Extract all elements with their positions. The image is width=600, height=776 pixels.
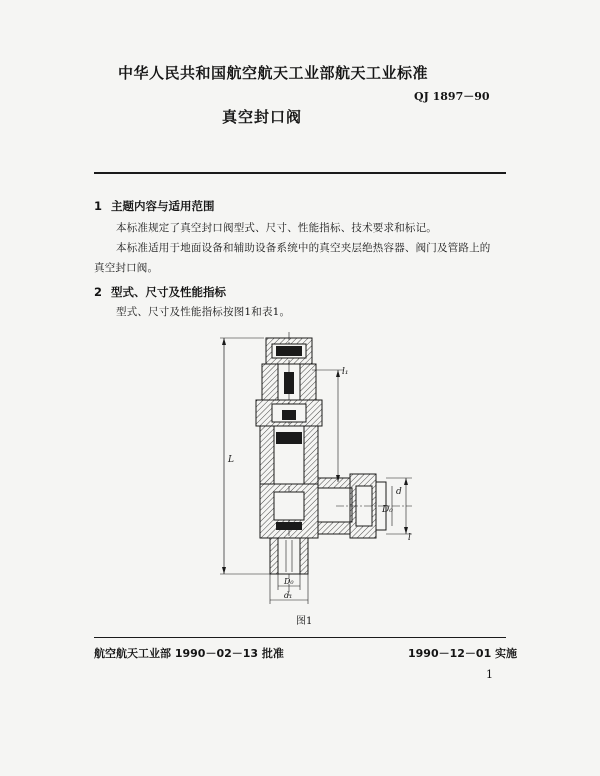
section-1-heading [94,198,215,214]
label-L: L [228,455,234,465]
section-2-number: 2 [94,285,103,299]
page-number: 1 [486,668,493,681]
valve-drawing [216,328,416,608]
label-d1: d₁ [284,591,293,600]
header-divider [94,172,506,174]
label-D0-bottom: D₀ [284,577,294,586]
section-2-heading [94,284,226,300]
footer-divider [94,637,506,638]
approval-note: 航空航天工业部 1990－02－13 批准 [94,647,284,660]
section-1-title: 主题内容与适用范围 [111,199,215,213]
effective-date: 1990－12－01 实施 [408,647,518,660]
label-d-side: d [396,487,402,497]
section-1-paragraph-2: 本标准适用于地面设备和辅助设备系统中的真空夹层绝热容器、阀门及管路上的真空封口阀。 [94,242,491,274]
section-2-paragraph-1: 型式、尺寸及性能指标按图1和表1。 [116,306,291,318]
label-l1: l₁ [342,367,349,377]
issuing-organization: 中华人民共和国航空航天工业部航天工业标准 [118,64,429,82]
standard-code: QJ 1897－90 [414,90,490,103]
section-1-number: 1 [94,199,103,213]
section-1-paragraph-1: 本标准规定了真空封口阀型式、尺寸、性能指标、技术要求和标记。 [116,222,437,234]
label-D0-side: D₀ [382,505,393,515]
section-2-title: 型式、尺寸及性能指标 [111,285,226,299]
document-title: 真空封口阀 [222,108,303,126]
figure-caption: 图1 [296,616,313,627]
label-l: l [408,533,411,543]
